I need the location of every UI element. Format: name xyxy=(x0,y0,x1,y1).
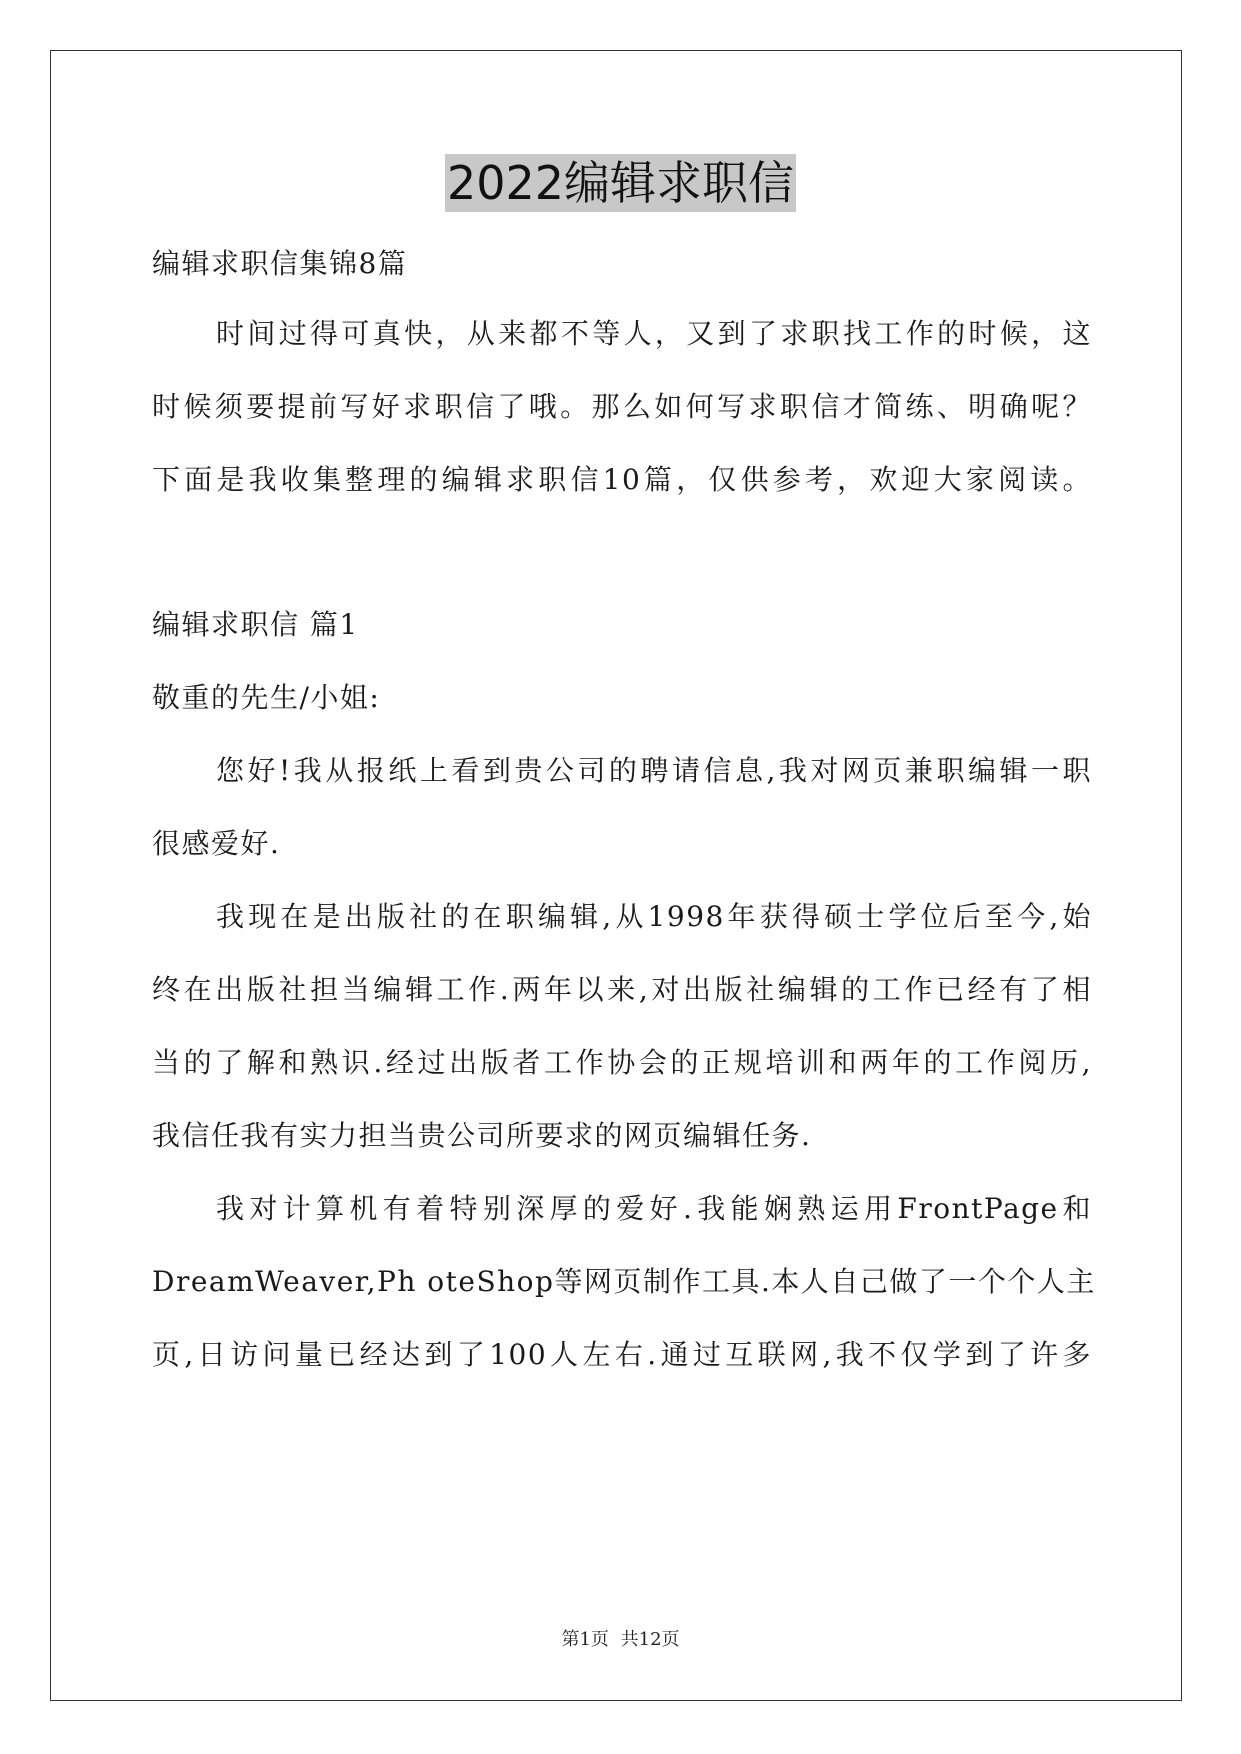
body-line-4: 终在出版社担当编辑工作.两年以来,对出版社编辑的工作已经有了相 xyxy=(152,973,1092,1006)
intro-line-1: 时间过得可真快，从来都不等人，又到了求职找工作的时候，这 xyxy=(216,317,1092,350)
page-border xyxy=(50,50,1182,1701)
body-line-7: 我对计算机有着特别深厚的爱好.我能娴熟运用FrontPage和 xyxy=(216,1192,1092,1225)
document-title: 2022编辑求职信 xyxy=(446,156,795,210)
document-subtitle: 编辑求职信集锦8篇 xyxy=(152,247,408,280)
salutation: 敬重的先生/小姐: xyxy=(152,681,381,714)
body-line-6: 我信任我有实力担当贵公司所要求的网页编辑任务. xyxy=(152,1119,812,1152)
body-line-8: DreamWeaver,Ph oteShop等网页制作工具.本人自己做了一个个人主 xyxy=(152,1265,1096,1298)
body-line-5: 当的了解和熟识.经过出版者工作协会的正规培训和两年的工作阅历, xyxy=(152,1046,1092,1079)
title-container xyxy=(0,154,1241,212)
page-footer xyxy=(0,1628,1241,1652)
body-line-9: 页,日访问量已经达到了100人左右.通过互联网,我不仅学到了许多 xyxy=(152,1338,1092,1371)
page-total: 共12页 xyxy=(620,1629,680,1650)
page-number: 第1页 xyxy=(561,1629,609,1650)
body-line-3: 我现在是出版社的在职编辑,从1998年获得硕士学位后至今,始 xyxy=(216,900,1092,933)
body-line-2: 很感爱好. xyxy=(152,827,281,860)
section-heading: 编辑求职信 篇1 xyxy=(152,608,359,641)
intro-line-3: 下面是我收集整理的编辑求职信10篇，仅供参考，欢迎大家阅读。 xyxy=(152,463,1092,496)
body-line-1: 您好!我从报纸上看到贵公司的聘请信息,我对网页兼职编辑一职 xyxy=(216,754,1092,787)
intro-line-2: 时候须要提前写好求职信了哦。那么如何写求职信才简练、明确呢？ xyxy=(152,390,1092,423)
